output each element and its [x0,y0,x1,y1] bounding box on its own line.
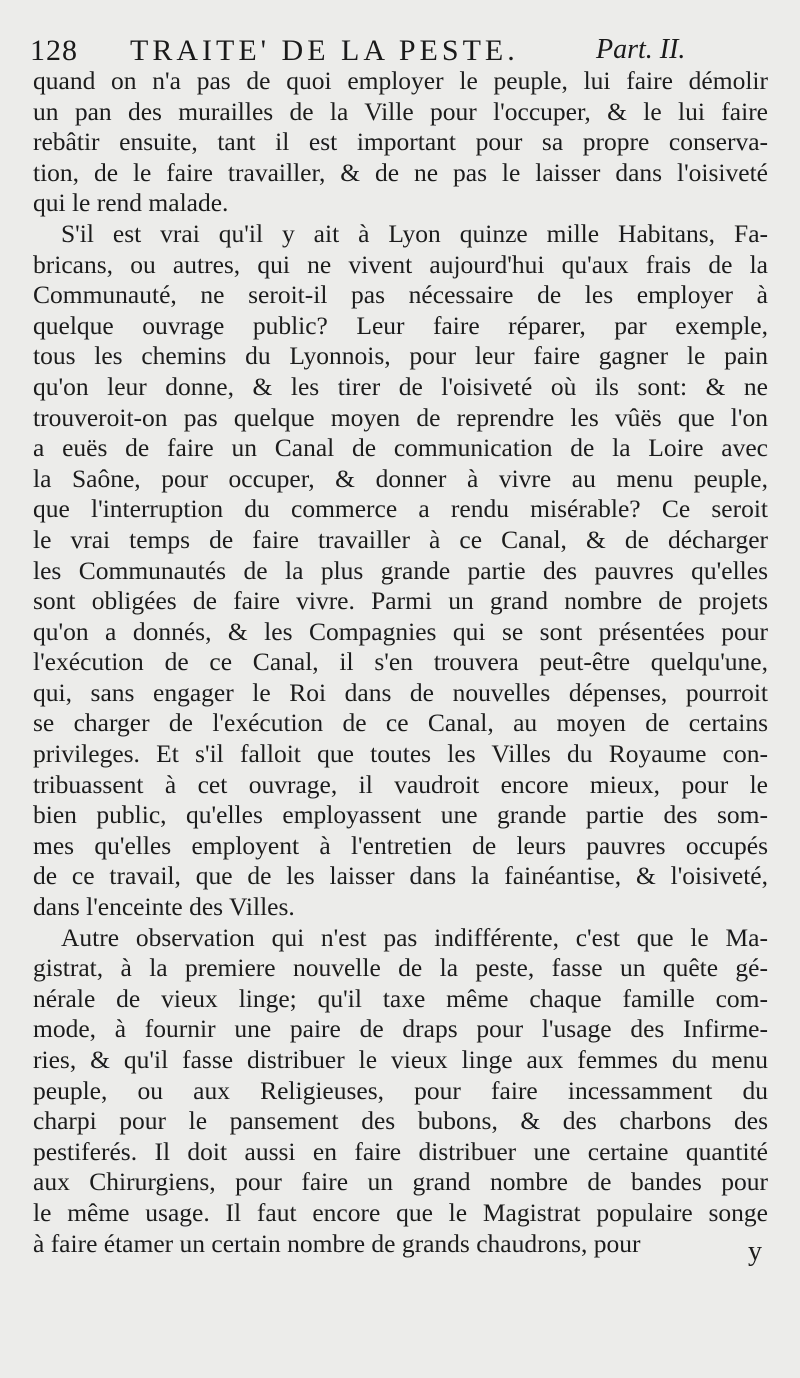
text-line: qui le rend malade. [33,188,229,218]
text-line: le vrai temps de faire travailler à ce Canal, & de décharger [33,524,768,554]
text-line: à faire étamer un certain nombre de grands chaudrons, pour [33,1228,641,1258]
text-line: dans l'enceinte des Villes. [33,892,295,922]
text-line: peuple, ou aux Religieuses, pour faire incessamment du [33,1075,768,1105]
page-header [30,34,770,70]
running-title: TRAITE' DE LA PESTE. [130,34,519,67]
text-line: tous les chemins du Lyonnois, pour leur faire gagner le pain [33,341,768,371]
text-line: sont obligées de faire vivre. Parmi un grand nombre de projets [33,586,768,616]
text-line: bien public, qu'elles employassent une grande partie des som- [33,800,768,830]
text-line: qu'on leur donne, & les tirer de l'oisiveté où ils sont: & ne [33,371,768,401]
text-line: se charger de l'exécution de ce Canal, au moyen de certains [33,708,768,738]
text-line: mes qu'elles employent à l'entretien de leurs pauvres occupés [33,830,768,860]
text-line: tion, de le faire travailler, & de ne pas le laisser dans l'oisiveté [33,157,768,187]
text-line: un pan des murailles de la Ville pour l'occuper, & le lui faire [33,96,768,126]
text-line: mode, à fournir une paire de draps pour l'usage des Infirme- [33,1014,768,1044]
text-line: quand on n'a pas de quoi employer le peuple, lui faire démolir [33,66,768,95]
text-line: ries, & qu'il fasse distribuer le vieux linge aux femmes du menu [33,1045,768,1074]
text-line: bricans, ou autres, qui ne vivent aujourd'hui qu'aux frais de la [33,249,768,279]
text-line: quelque ouvrage public? Leur faire réparer, par exemple, [33,310,768,340]
text-line: de ce travail, que de les laisser dans la fainéantise, & l'oisiveté, [33,861,768,891]
text-line: le même usage. Il faut encore que le Magistrat populaire songe [33,1197,768,1227]
text-line: que l'interruption du commerce a rendu misérable? Ce seroit [33,494,768,524]
text-line: S'il est vrai qu'il y ait à Lyon quinze mille Habitans, Fa- [61,218,768,248]
text-line: tribuassent à cet ouvrage, il vaudroit encore mieux, pour le [33,769,768,799]
text-line: les Communautés de la plus grande partie des pauvres qu'elles [33,555,768,585]
text-line: trouveroit-on pas quelque moyen de reprendre les vûës que l'on [33,402,768,432]
text-line: pestiferés. Il doit aussi en faire distribuer une certaine quantité [33,1136,768,1166]
catchword: y [748,1236,762,1267]
text-line: l'exécution de ce Canal, il s'en trouvera peut-être quelqu'une, [33,647,768,677]
text-line: qui, sans engager le Roi dans de nouvelles dépenses, pourroit [33,677,768,707]
paragraph [33,923,768,1260]
text-line: a euës de faire un Canal de communication de la Loire avec [33,433,768,463]
body-text [33,66,768,1259]
text-line: charpi pour le pansement des bubons, & des charbons des [33,1106,768,1136]
text-line: rebâtir ensuite, tant il est important pour sa propre conserva- [33,127,768,157]
text-line: la Saône, pour occuper, & donner à vivre au menu peuple, [33,463,768,493]
part-label: Part. II. [596,34,686,65]
text-line: nérale de vieux linge; qu'il taxe même chaque famille com- [33,983,768,1013]
paragraph [33,66,768,219]
text-line: gistrat, à la premiere nouvelle de la peste, fasse un quête gé- [33,953,768,983]
text-line: privileges. Et s'il falloit que toutes les Villes du Royaume con- [33,739,768,769]
paragraph [33,219,768,923]
text-line: Autre observation qui n'est pas indifférente, c'est que le Ma- [61,922,768,952]
text-line: qu'on a donnés, & les Compagnies qui se sont présentées pour [33,616,768,646]
text-line: aux Chirurgiens, pour faire un grand nombre de bandes pour [33,1167,768,1197]
text-line: Communauté, ne seroit-il pas nécessaire de les employer à [33,280,768,310]
page-number: 128 [30,34,78,67]
